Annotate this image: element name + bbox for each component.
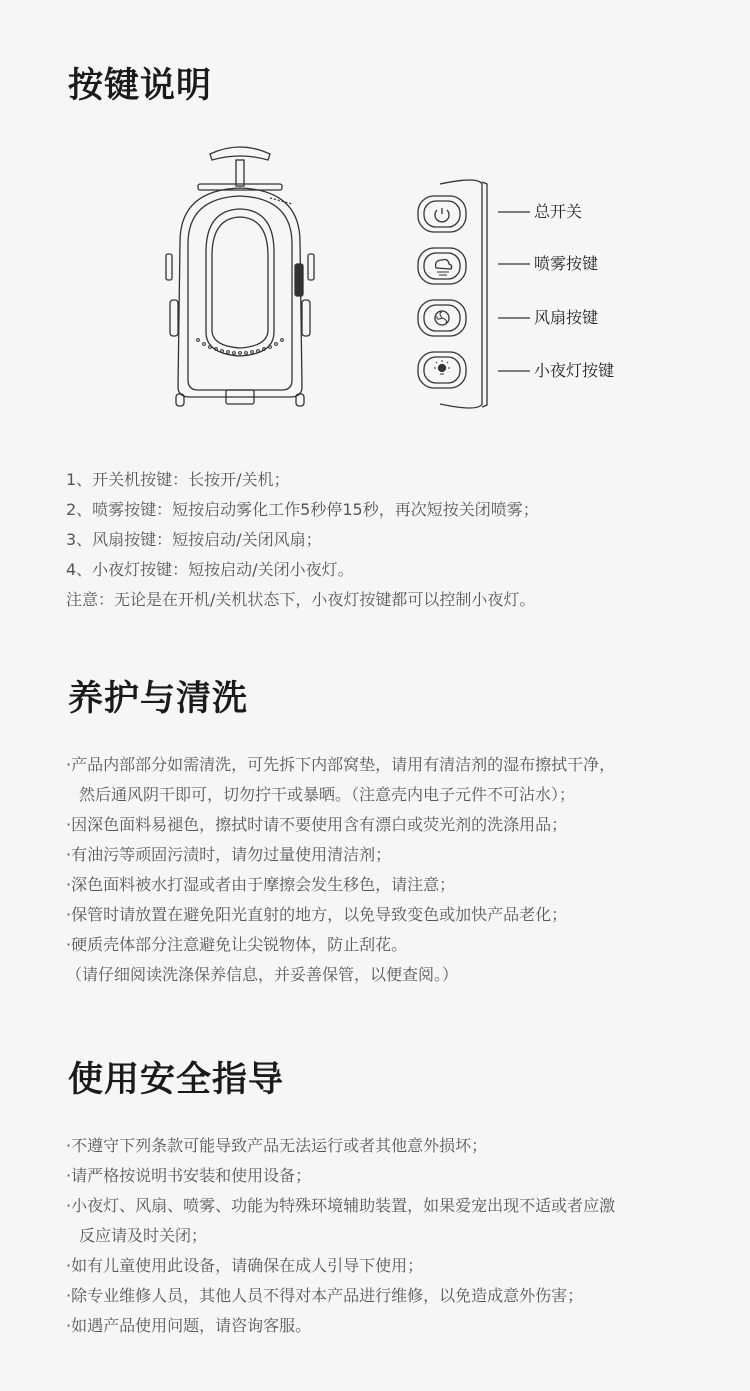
list-item: ·小夜灯、风扇、喷雾、功能为特殊环境辅助装置，如果爱宠出现不适或者应激 xyxy=(66,1196,616,1215)
label-nightlight-button: 小夜灯按键 xyxy=(534,361,615,380)
pet-backpack-illustration xyxy=(166,147,314,406)
list-item: 反应请及时关闭； xyxy=(79,1226,208,1245)
list-item: ·请严格按说明书安装和使用设备； xyxy=(66,1166,312,1185)
list-item: 4、小夜灯按键：短按启动/关闭小夜灯。 xyxy=(66,560,354,579)
list-item: ·硬质壳体部分注意避免让尖锐物体，防止刮花。 xyxy=(66,935,408,954)
list-item: ·因深色面料易褪色，擦拭时请不要使用含有漂白或荧光剂的洗涤用品； xyxy=(66,815,568,834)
label-fan-button: 风扇按键 xyxy=(534,308,599,327)
list-item: ·产品内部部分如需清洗，可先拆下内部窝垫，请用有清洁剂的湿布擦拭干净， xyxy=(66,755,616,774)
button-notes-list xyxy=(66,465,539,615)
list-item: 3、风扇按键：短按启动/关闭风扇； xyxy=(66,530,322,549)
list-item: ·深色面料被水打湿或者由于摩擦会发生移色，请注意； xyxy=(66,875,456,894)
section-title-safety: 使用安全指导 xyxy=(68,1060,285,1100)
list-item: 2、喷雾按键：短按启动雾化工作5秒停15秒，再次短按关闭喷雾； xyxy=(66,500,539,519)
list-item: 注意：无论是在开机/关机状态下，小夜灯按键都可以控制小夜灯。 xyxy=(66,590,536,609)
list-item: 1、开关机按键：长按开/关机； xyxy=(66,470,290,489)
list-item: ·除专业维修人员，其他人员不得对本产品进行维修，以免造成意外伤害； xyxy=(66,1286,584,1305)
list-item: ·有油污等顽固污渍时，请勿过量使用清洁剂； xyxy=(66,845,392,864)
section-title-care: 养护与清洗 xyxy=(68,679,249,719)
list-item: 然后通风阴干即可，切勿拧干或暴晒。（注意壳内电子元件不可沾水）； xyxy=(79,785,576,804)
care-list xyxy=(66,750,615,990)
button-panel-illustration xyxy=(418,180,530,408)
list-item: ·如遇产品使用问题，请咨询客服。 xyxy=(66,1316,312,1335)
list-item: ·保管时请放置在避免阳光直射的地方，以免导致变色或加快产品老化； xyxy=(66,905,568,924)
section-title-buttons: 按键说明 xyxy=(68,66,213,106)
safety-list xyxy=(66,1131,615,1341)
list-item: ·不遵守下列条款可能导致产品无法运行或者其他意外损坏； xyxy=(66,1136,488,1155)
product-diagram xyxy=(140,132,640,422)
list-item: ·如有儿童使用此设备，请确保在成人引导下使用； xyxy=(66,1256,424,1275)
list-item: （请仔细阅读洗涤保养信息，并妥善保管，以便查阅。） xyxy=(66,965,459,984)
label-spray-button: 喷雾按键 xyxy=(534,254,599,273)
label-power-switch: 总开关 xyxy=(534,202,583,221)
